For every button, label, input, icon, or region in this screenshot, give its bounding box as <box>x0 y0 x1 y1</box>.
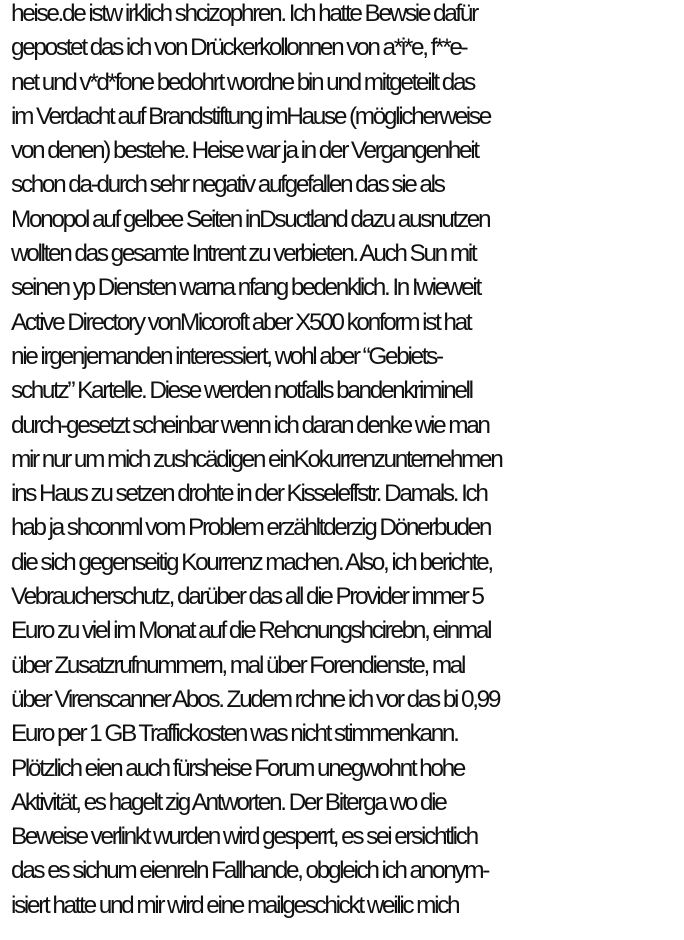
body-text <box>11 0 683 923</box>
text-line: Vebraucherschutz, darüber das all die Provider immer 5 <box>11 583 483 611</box>
text-line: über Virenscanner Abos. Zudem rchne ich vor das bi 0,99 <box>11 685 500 713</box>
text-line: mir nur um mich zushcädigen einKokurrenzunternehmen <box>11 445 502 473</box>
text-line: von denen) bestehe. Heise war ja in der Vergangenheit <box>11 137 478 165</box>
text-line: nie irgenjemanden interessiert, wohl aber “Gebiets- <box>11 342 442 370</box>
text-line: Euro per 1 GB Traffickosten was nicht stimmenkann. <box>11 720 458 748</box>
text-line: isiert hatte und mir wird eine mailgeschickt weilic mich <box>11 891 459 919</box>
text-line: Plötzlich eien auch fürsheise Forum unegwohnt hohe <box>11 754 465 782</box>
text-line: die sich gegenseitig Kourrenz machen. Also, ich berichte, <box>11 548 492 576</box>
text-line: über Zusatzrufnummern, mal über Forendienste, mal <box>11 651 465 679</box>
text-line: Aktivität, es hagelt zig Antworten. Der Biterga wo die <box>11 788 446 816</box>
text-line: hab ja shconml vom Problem erzähltderzig Dönerbuden <box>11 514 491 542</box>
text-line: durch-gesetzt scheinbar wenn ich daran denke wie man <box>11 411 489 439</box>
text-line: im Verdacht auf Brandstiftung imHause (möglicherweise <box>11 102 490 130</box>
text-line: Euro zu viel im Monat auf die Rehcnungshcirebn, einmal <box>11 617 491 645</box>
text-line: Monopol auf gelbee Seiten inDsuctland dazu ausnutzen <box>11 205 490 233</box>
text-line: heise.de istw irklich shcizophren. Ich hatte Bewsie dafür <box>11 0 477 27</box>
text-line: wollten das gesamte Intrent zu verbieten. Auch Sun mit <box>11 240 476 268</box>
text-line: Active Directory vonMicoroft aber X500 konform ist hat <box>11 308 471 336</box>
text-line: schutz” Kartelle. Diese werden notfalls bandenkriminell <box>11 377 472 405</box>
text-line: das es sichum eienreln Fallhande, obgleich ich anonym- <box>11 857 488 885</box>
text-line: schon da-durch sehr negativ aufgefallen das sie als <box>11 171 444 199</box>
text-line: Beweise verlinkt wurden wird gesperrt, es sei ersichtlich <box>11 823 477 851</box>
text-line: net und v*d*fone bedohrt wordne bin und mitgeteilt das <box>11 68 475 96</box>
text-line: gepostet das ich von Drückerkollonnen von a*i*e, f**e- <box>11 34 467 62</box>
text-line: ins Haus zu setzen drohte in der Kisseleffstr. Damals. Ich <box>11 480 487 508</box>
text-line: seinen yp Diensten warna nfang bedenklich. In Iwieweit <box>11 274 480 302</box>
